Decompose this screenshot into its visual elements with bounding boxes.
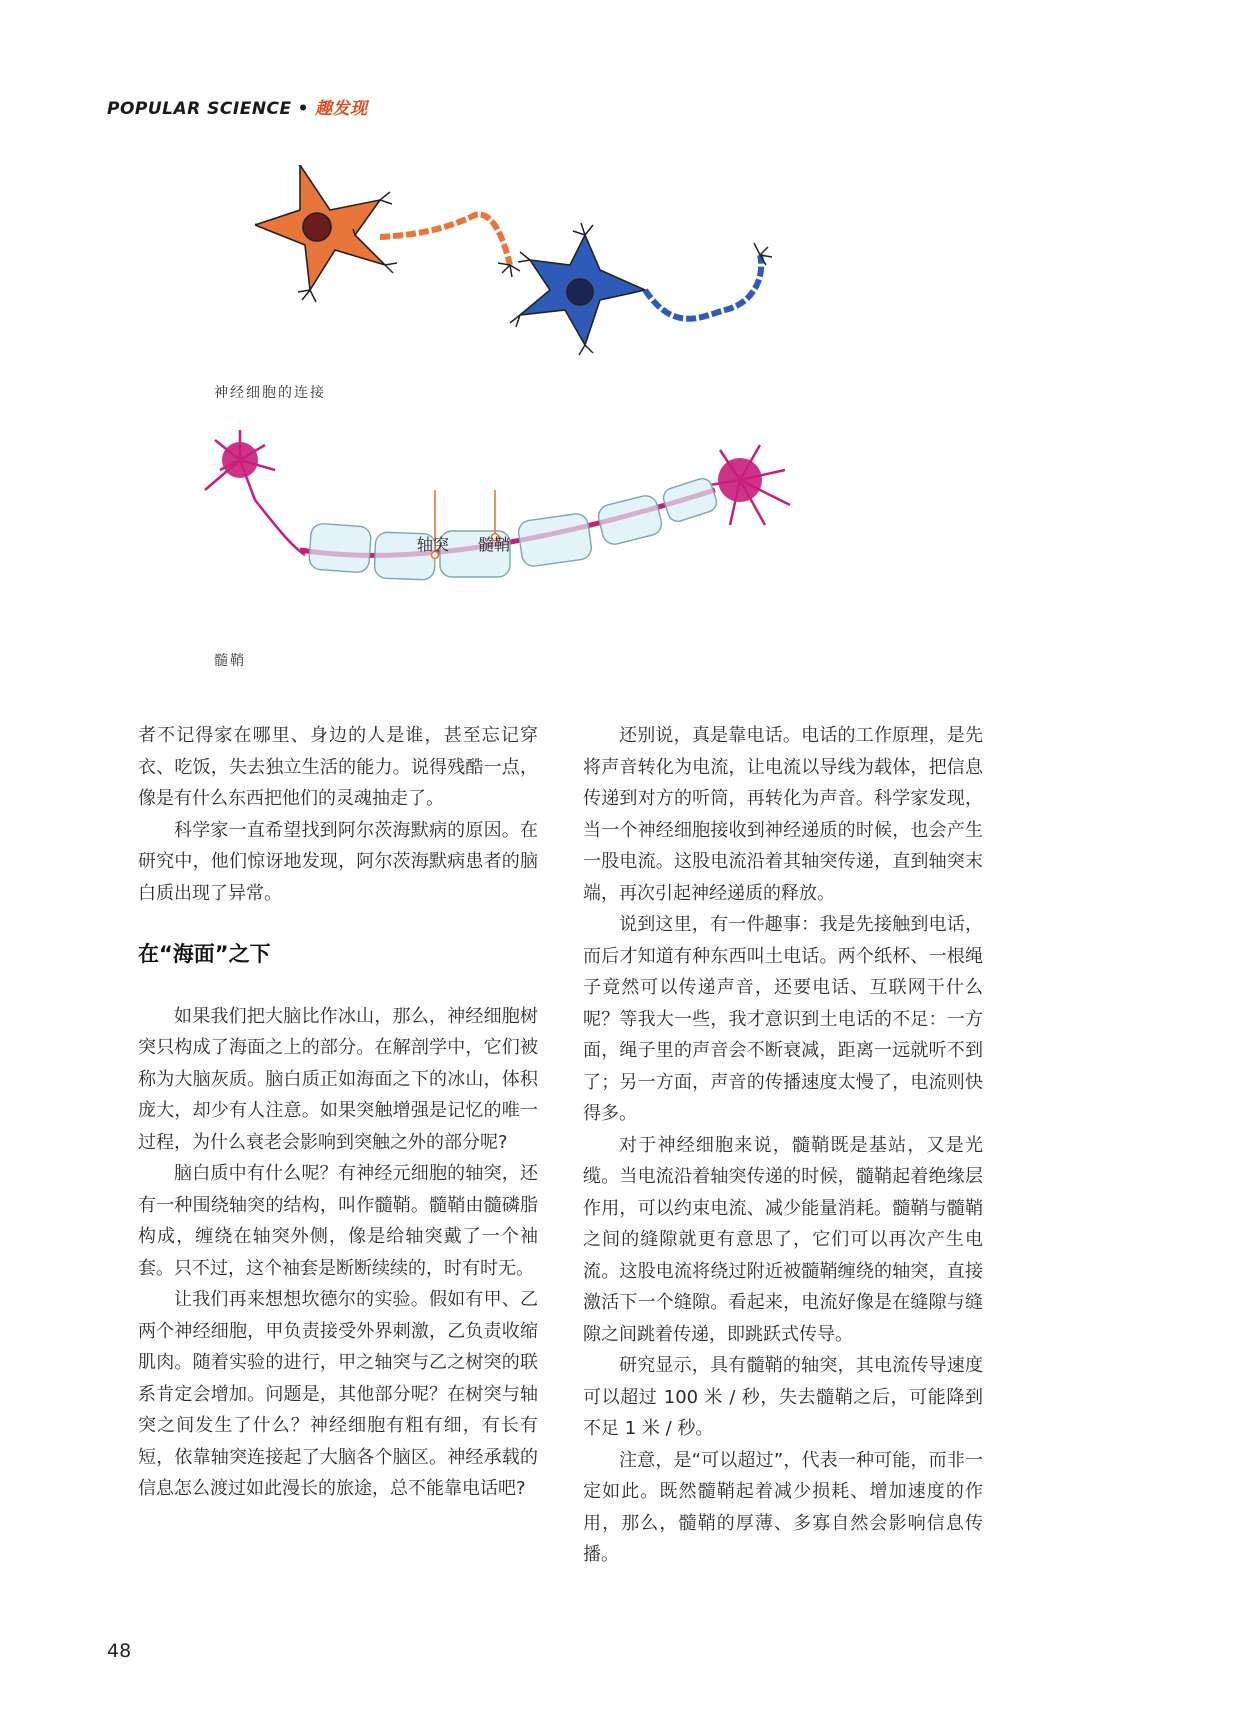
section-heading: 在“海面”之下 [138, 942, 271, 966]
right-column [583, 720, 983, 1571]
orange-axon [380, 215, 510, 265]
page-number: 48 [107, 1640, 132, 1662]
left-paragraph-4: 脑白质中有什么呢？有神经元细胞的轴突，还有一种围绕轴突的结构，叫作髓鞘。髓鞘由髓磷脂构成，缠绕在轴突外侧，像是给轴突戴了一个袖套。只不过，这个袖套是断断续续的，时有时无。 [138, 1163, 538, 1279]
running-header [107, 94, 368, 119]
axon-label: 轴突 [417, 535, 450, 554]
right-paragraph-4: 研究显示，具有髓鞘的轴突，其电流传导速度可以超过 100 米 / 秒，失去髓鞘之后，可能降到不足 1 米 / 秒。 [583, 1355, 983, 1439]
figure1-caption: 神经细胞的连接 [214, 385, 326, 401]
left-pink-neuron [205, 430, 305, 555]
left-paragraph-5: 让我们再来想想坎德尔的实验。假如有甲、乙两个神经细胞，甲负责接受外界刺激，乙负责收缩肌肉。随着实验的进行，甲之轴突与乙之树突的联系肯定会增加。问题是，其他部分呢？在树突与轴突之间发生了什么？神经细胞有粗有细，有长有短，依靠轴突连接起了大脑各个脑区。神经承载的信息怎么渡过如此漫长的旅途，总不能靠电话吧? [138, 1289, 538, 1499]
left-paragraph-1: 者不记得家在哪里、身边的人是谁，甚至忘记穿衣、吃饭，失去独立生活的能力。说得残酷一点，像是有什么东西把他们的灵魂抽走了。 [138, 725, 538, 809]
orange-neuron [255, 165, 397, 302]
right-cell-body [718, 458, 762, 502]
right-paragraph-3: 对于神经细胞来说，髓鞘既是基站，又是光缆。当电流沿着轴突传递的时候，髓鞘起着绝缘层作用，可以约束电流、减少能量消耗。髓鞘与髓鞘之间的缝隙就更有意思了，它们可以再次产生电流。这股电流将绕过附近被髓鞘缠绕的轴突，直接激活下一个缝隙。看起来，电流好像是在缝隙与缝隙之间跳着传递，即跳跃式传导。 [583, 1134, 983, 1345]
neuron-connection-illustration [255, 165, 875, 385]
right-paragraph-5: 注意，是“可以超过”，代表一种可能，而非一定如此。既然髓鞘起着减少损耗、增加速度的作用，那么，髓鞘的厚薄、多寡自然会影响信息传播。 [583, 1449, 983, 1565]
orange-axon-terminal [498, 263, 520, 277]
myelin-label: 髓鞘 [478, 535, 511, 554]
myelin-sheath-segments [308, 476, 719, 580]
blue-axon [645, 255, 761, 319]
left-cell-body [222, 442, 258, 478]
section-name: 趣发现 [315, 99, 368, 119]
figure2-caption: 髓鞘 [214, 653, 246, 669]
blue-neuron [510, 223, 645, 355]
left-paragraph-3: 如果我们把大脑比作冰山，那么，神经细胞树突只构成了海面之上的部分。在解剖学中，它们被称为大脑灰质。脑白质正如海面之下的冰山，体积庞大，却少有人注意。如果突触增强是记忆的唯一过程，为什么衰老会影响到突触之外的部分呢? [138, 1005, 538, 1153]
left-paragraph-2: 科学家一直希望找到阿尔茨海默病的原因。在研究中，他们惊讶地发现，阿尔茨海默病患者的脑白质出现了异常。 [138, 819, 538, 904]
right-paragraph-2: 说到这里，有一件趣事：我是先接触到电话，而后才知道有种东西叫土电话。两个纸杯、一根绳子竟然可以传递声音，还要电话、互联网干什么呢？等我大一些，我才意识到土电话的不足：一方面，绳子里的声音会不断衰减，距离一远就听不到了；另一方面，声音的传播速度太慢了，电流则快得多。 [583, 914, 983, 1124]
header-separator: • [297, 99, 310, 119]
right-paragraph-1: 还别说，真是靠电话。电话的工作原理，是先将声音转化为电流，让电流以导线为载体，把信息传递到对方的听筒，再转化为声音。科学家发现，当一个神经细胞接收到神经递质的时候，也会产生一股电流。这股电流沿着其轴突传递，直到轴突末端，再次引起神经递质的释放。 [583, 725, 983, 904]
left-column [138, 720, 538, 1505]
myelin-sheath-illustration [195, 425, 925, 665]
magazine-name: POPULAR SCIENCE [107, 99, 292, 119]
